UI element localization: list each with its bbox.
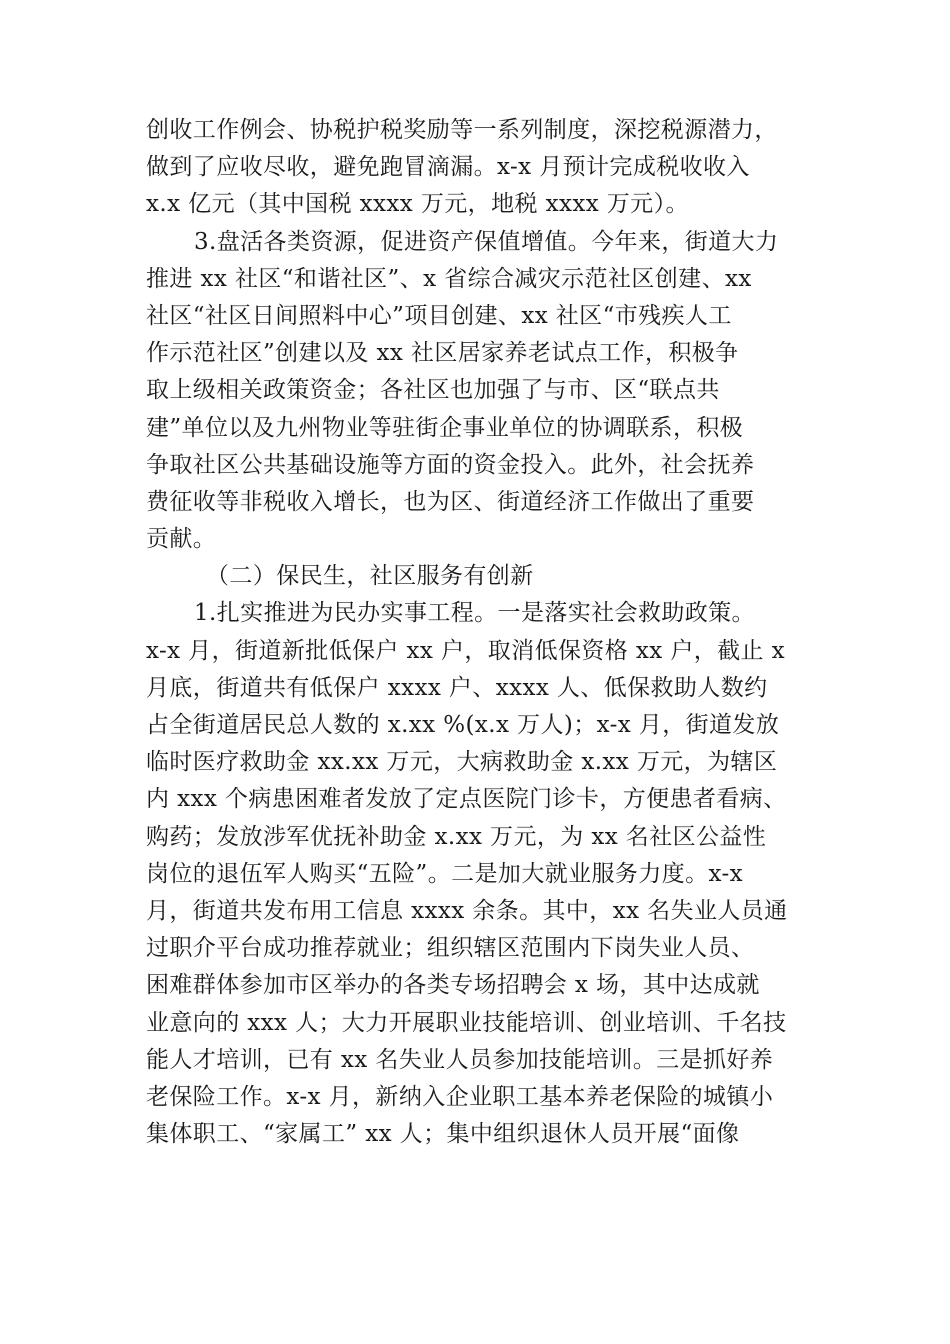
text-line: 建”单位以及九州物业等驻街企事业单位的协调联系，积极 bbox=[146, 414, 744, 441]
text-line: 创收工作例会、协税护税奖励等一系列制度，深挖税源潜力， bbox=[146, 117, 778, 143]
text-line: 岗位的退伍军人购买“五险”。二是加大就业服务力度。x-x bbox=[146, 860, 744, 887]
text-line: 业意向的 xxx 人；大力开展职业技能培训、创业培训、千名技 bbox=[146, 1009, 787, 1036]
document-body bbox=[146, 112, 810, 1153]
text-line: 能人才培训，已有 xx 名失业人员参加技能培训。三是抓好养 bbox=[146, 1046, 774, 1073]
text-line: 社区“社区日间照料中心”项目创建、xx 社区“市残疾人工 bbox=[146, 302, 732, 329]
text-line: 购药；发放涉军优抚补助金 x.xx 万元，为 xx 名社区公益性 bbox=[146, 823, 767, 850]
text-line: 集体职工、“家属工” xx 人；集中组织退休人员开展“面像 bbox=[146, 1121, 740, 1148]
text-line: 作示范社区”创建以及 xx 社区居家养老试点工作，积极争 bbox=[146, 340, 739, 367]
text-line: 月底，街道共有低保户 xxxx 户、xxxx 人、低保救助人数约 bbox=[146, 674, 768, 701]
text-line: 内 xxx 个病患困难者发放了定点医院门诊卡，方便患者看病、 bbox=[146, 786, 787, 813]
text-line: 3.盘活各类资源，促进资产保值增值。今年来，街道大力 bbox=[194, 228, 779, 255]
text-line: 临时医疗救助金 xx.xx 万元，大病救助金 x.xx 万元，为辖区 bbox=[146, 749, 778, 776]
text-line: 老保险工作。x-x 月，新纳入企业职工基本养老保险的城镇小 bbox=[146, 1083, 774, 1110]
text-line: 占全街道居民总人数的 x.xx %(x.x 万人)；x-x 月，街道发放 bbox=[146, 712, 780, 738]
text-line: 过职介平台成功推荐就业；组织辖区范围内下岗失业人员、 bbox=[146, 935, 755, 962]
text-line: 争取社区公共基础设施等方面的资金投入。此外，社会抚养 bbox=[146, 451, 755, 478]
text-line: 推进 xx 社区“和谐社区”、x 省综合减灾示范社区创建、xx bbox=[146, 265, 752, 292]
text-line: x.x 亿元（其中国税 xxxx 万元，地税 xxxx 万元）。 bbox=[146, 191, 689, 218]
text-line: 困难群体参加市区举办的各类专场招聘会 x 场，其中达成就 bbox=[146, 972, 760, 999]
text-line: 贡献。 bbox=[146, 526, 217, 553]
text-line: x-x 月，街道新批低保户 xx 户，取消低保资格 xx 户，截止 x bbox=[146, 637, 786, 664]
text-line: 月，街道共发布用工信息 xxxx 余条。其中，xx 名失业人员通 bbox=[146, 897, 788, 924]
text-line: 费征收等非税收入增长，也为区、街道经济工作做出了重要 bbox=[146, 488, 755, 515]
text-line: 1.扎实推进为民办实事工程。一是落实社会救助政策。 bbox=[194, 600, 755, 627]
text-line: 取上级相关政策资金；各社区也加强了与市、区“联点共 bbox=[146, 377, 720, 404]
text-line: 做到了应收尽收，避免跑冒滴漏。x-x 月预计完成税收收入 bbox=[146, 154, 750, 181]
section-heading: （二）保民生，社区服务有创新 bbox=[206, 563, 534, 590]
